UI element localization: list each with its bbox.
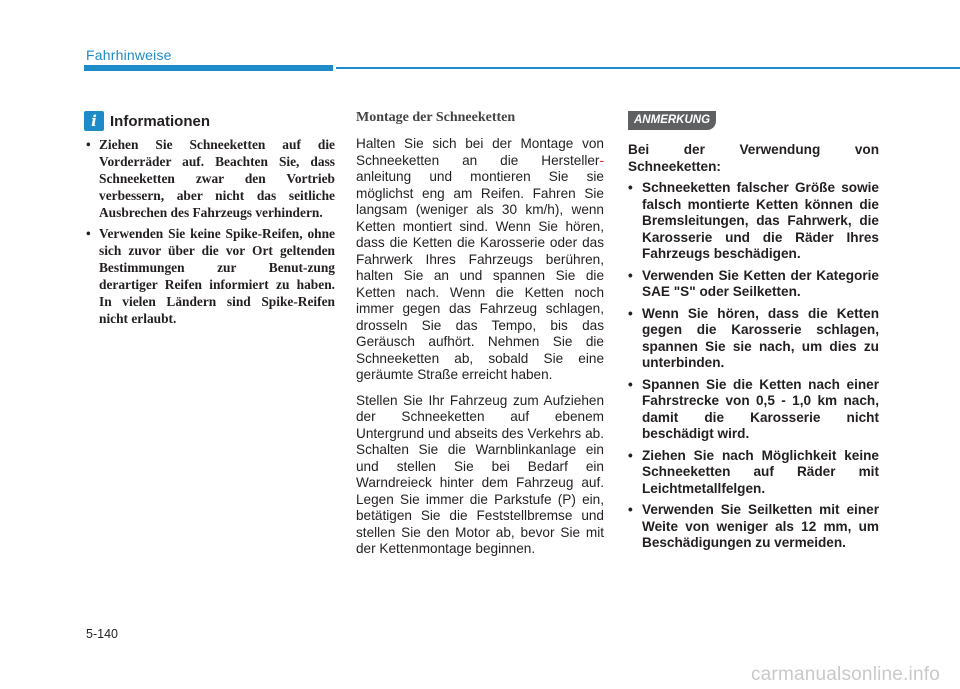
section-title: Fahrhinweise [86, 47, 172, 63]
header-rule-thin [336, 67, 960, 69]
hyphen-mark: - [599, 152, 604, 168]
note-list [628, 180, 879, 552]
montage-paragraph-2: Stellen Sie Ihr Fahrzeug zum Aufziehen der Schneeketten auf ebenem Untergrund und abseits des Verkehrs ab. Schalten Sie die Warnblinkanlage ein und stellen Sie bei Bedarf ein Warndreieck hinter dem Fahrzeug auf. Legen Sie immer die Parkstufe (P) ein, betätigen Sie die Feststellbremse und stellen Sie den Motor ab, bevor Sie mit der Kettenmontage beginnen. [356, 392, 604, 556]
note-item: • Schneeketten falscher Größe sowie falsch montierte Ketten können die Bremsleitungen, das Fahrwerk, die Karosserie und die Räder Ihres Fahrzeugs beschädigen. [628, 180, 879, 263]
info-list [84, 136, 335, 327]
watermark: carmanualsonline.info [750, 664, 940, 685]
montage-p1-part1: Halten Sie sich bei der Montage von Schneeketten an die Hersteller [356, 136, 604, 168]
info-item: • Ziehen Sie Schneeketten auf die Vorderräder auf. Beachten Sie, dass Schneeketten zwar den Vortrieb verbessern, aber nicht das seitliche Ausbrechen des Fahrzeugs verhindern. [84, 136, 335, 221]
page-number: 5-140 [86, 627, 118, 641]
note-item: • Verwenden Sie Ketten der Kategorie SAE "S" oder Seilketten. [628, 268, 879, 301]
note-item: • Wenn Sie hören, dass die Ketten gegen die Karosserie schlagen, spannen Sie sie nach, um dies zu unterbinden. [628, 306, 879, 372]
montage-title: Montage der Schneeketten [356, 110, 516, 125]
note-badge: ANMERKUNG [628, 111, 716, 130]
info-column [84, 110, 335, 331]
info-header [84, 110, 335, 132]
note-item: • Ziehen Sie nach Möglichkeit keine Schneeketten auf Räder mit Leichtmetallfelgen. [628, 448, 879, 498]
montage-p1-part2: anleitung und montieren Sie sie möglichst eng am Reifen. Fahren Sie langsam (weniger als 30 km/h), wenn Ketten montiert sind. Wenn Sie hören, dass die Ketten die Karosserie oder das Fahrwerk Ihres Fahrzeugs berühren, halten Sie an und spannen Sie die Ketten nach. Wenn die Ketten noch immer gegen das Fahrzeug schlagen, drosseln Sie das Tempo, bis das Geräusch aufhört. Nehmen Sie die Schneeketten ab, sobald Sie eine geräumte Straße erreicht haben. [356, 169, 604, 382]
note-column [628, 110, 879, 557]
info-title: Informationen [110, 112, 210, 130]
note-item: • Spannen Sie die Ketten nach einer Fahrstrecke von 0,5 - 1,0 km nach, damit die Karosserie nicht beschädigt wird. [628, 377, 879, 443]
montage-paragraph-1 [356, 136, 604, 384]
note-item: • Verwenden Sie Seilketten mit einer Weite von weniger als 12 mm, um Beschädigungen zu vermeiden. [628, 502, 879, 552]
montage-column [356, 110, 604, 567]
header-rule-thick [84, 65, 333, 71]
info-item: • Verwenden Sie keine Spike-Reifen, ohne sich zuvor über die vor Ort geltenden Bestimmungen zur Benut-zung derartiger Reifen informiert zu haben. In vielen Ländern sind Spike-Reifen nicht erlaubt. [84, 225, 335, 327]
note-intro: Bei der Verwendung von Schneeketten: [628, 142, 879, 174]
info-icon: i [84, 111, 104, 131]
